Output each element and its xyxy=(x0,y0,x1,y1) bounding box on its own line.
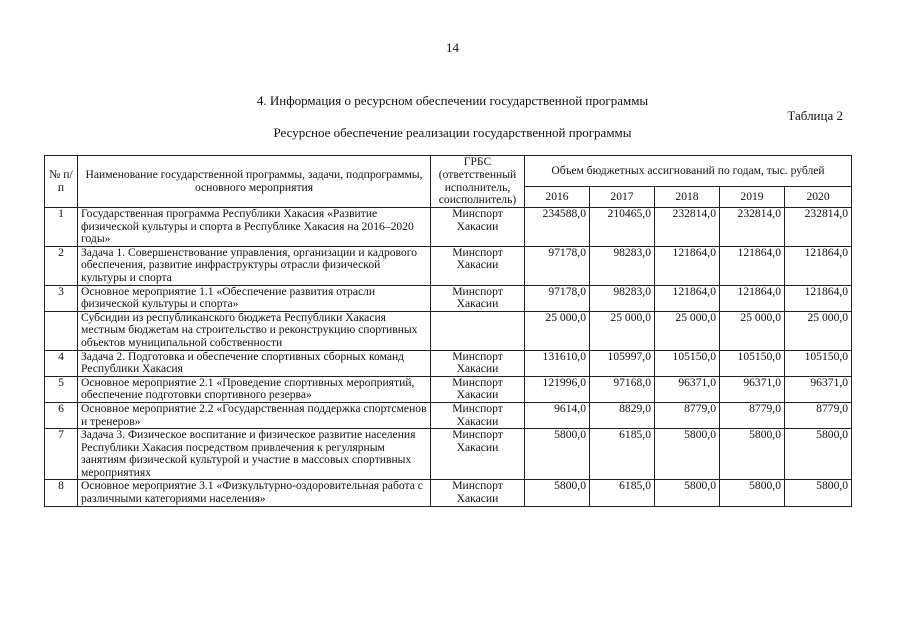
row-value-cell: 210465,0 xyxy=(590,208,655,247)
row-value-cell: 98283,0 xyxy=(590,246,655,285)
column-header-num: № п/п xyxy=(45,156,78,208)
row-value-cell: 5800,0 xyxy=(655,429,720,480)
row-value-cell: 25 000,0 xyxy=(720,311,785,350)
resource-table xyxy=(44,155,852,507)
row-value-cell: 232814,0 xyxy=(720,208,785,247)
table-row xyxy=(45,246,852,285)
row-value-cell: 25 000,0 xyxy=(785,311,852,350)
row-number-cell: 3 xyxy=(45,285,78,311)
row-value-cell: 25 000,0 xyxy=(655,311,720,350)
row-grbs-cell: Минспорт Хакасии xyxy=(431,480,525,506)
row-value-cell: 121864,0 xyxy=(655,246,720,285)
table-title: Ресурсное обеспечение реализации государственной программы xyxy=(273,125,632,140)
row-value-cell: 97168,0 xyxy=(590,376,655,402)
page-number: 14 xyxy=(446,40,459,55)
row-value-cell: 8779,0 xyxy=(655,402,720,428)
row-value-cell: 6185,0 xyxy=(590,429,655,480)
table-row xyxy=(45,350,852,376)
row-value-cell: 121864,0 xyxy=(655,285,720,311)
row-name-cell: Государственная программа Республики Хакасия «Развитие физической культуры и спорта в Республике Хакасия на 2016–2020 годы» xyxy=(78,208,431,247)
row-value-cell: 105150,0 xyxy=(655,350,720,376)
column-header-year: 2019 xyxy=(720,187,785,208)
row-value-cell: 5800,0 xyxy=(525,429,590,480)
row-grbs-cell xyxy=(431,311,525,350)
row-value-cell: 96371,0 xyxy=(655,376,720,402)
row-value-cell: 25 000,0 xyxy=(590,311,655,350)
row-value-cell: 8829,0 xyxy=(590,402,655,428)
row-value-cell: 8779,0 xyxy=(720,402,785,428)
row-name-cell: Основное мероприятие 3.1 «Физкультурно-оздоровительная работа с различными категориями населения» xyxy=(78,480,431,506)
row-number-cell: 5 xyxy=(45,376,78,402)
table-row xyxy=(45,285,852,311)
row-name-cell: Субсидии из республиканского бюджета Республики Хакасия местным бюджетам на строительство и реконструкцию спортивных объектов муниципальной собственности xyxy=(78,311,431,350)
row-value-cell: 131610,0 xyxy=(525,350,590,376)
row-name-cell: Основное мероприятие 2.2 «Государственная поддержка спортсменов и тренеров» xyxy=(78,402,431,428)
table-row xyxy=(45,429,852,480)
row-number-cell: 1 xyxy=(45,208,78,247)
row-grbs-cell: Минспорт Хакасии xyxy=(431,285,525,311)
table-row xyxy=(45,208,852,247)
row-value-cell: 232814,0 xyxy=(655,208,720,247)
column-header-budget: Объем бюджетных ассигнований по годам, тыс. рублей xyxy=(525,156,852,187)
row-number-cell: 2 xyxy=(45,246,78,285)
row-name-cell: Основное мероприятие 2.1 «Проведение спортивных мероприятий, обеспечение подготовки спортивного резерва» xyxy=(78,376,431,402)
column-header-year: 2020 xyxy=(785,187,852,208)
row-value-cell: 9614,0 xyxy=(525,402,590,428)
row-value-cell: 234588,0 xyxy=(525,208,590,247)
row-number-cell xyxy=(45,311,78,350)
table-row xyxy=(45,402,852,428)
table-label: Таблица 2 xyxy=(787,108,843,123)
row-grbs-cell: Минспорт Хакасии xyxy=(431,402,525,428)
row-value-cell: 8779,0 xyxy=(785,402,852,428)
section-heading: 4. Информация о ресурсном обеспечении государственной программы xyxy=(256,93,649,108)
row-number-cell: 7 xyxy=(45,429,78,480)
row-grbs-cell: Минспорт Хакасии xyxy=(431,376,525,402)
column-header-year: 2018 xyxy=(655,187,720,208)
table-row xyxy=(45,480,852,506)
row-value-cell: 105150,0 xyxy=(785,350,852,376)
row-grbs-cell: Минспорт Хакасии xyxy=(431,208,525,247)
row-value-cell: 25 000,0 xyxy=(525,311,590,350)
row-value-cell: 5800,0 xyxy=(785,429,852,480)
row-value-cell: 121864,0 xyxy=(785,285,852,311)
row-value-cell: 105150,0 xyxy=(720,350,785,376)
row-value-cell: 5800,0 xyxy=(785,480,852,506)
column-header-year: 2017 xyxy=(590,187,655,208)
row-value-cell: 5800,0 xyxy=(720,480,785,506)
row-value-cell: 98283,0 xyxy=(590,285,655,311)
row-value-cell: 96371,0 xyxy=(785,376,852,402)
row-value-cell: 96371,0 xyxy=(720,376,785,402)
row-value-cell: 121996,0 xyxy=(525,376,590,402)
row-name-cell: Основное мероприятие 1.1 «Обеспечение развития отрасли физической культуры и спорта» xyxy=(78,285,431,311)
row-value-cell: 121864,0 xyxy=(720,285,785,311)
column-header-year: 2016 xyxy=(525,187,590,208)
row-value-cell: 5800,0 xyxy=(720,429,785,480)
row-value-cell: 97178,0 xyxy=(525,285,590,311)
row-value-cell: 6185,0 xyxy=(590,480,655,506)
row-number-cell: 6 xyxy=(45,402,78,428)
row-name-cell: Задача 1. Совершенствование управления, организации и кадрового обеспечения, развитие инфраструктуры отрасли физической культуры и спорта xyxy=(78,246,431,285)
column-header-name: Наименование государственной программы, задачи, подпрограммы, основного мероприятия xyxy=(78,156,431,208)
table-body xyxy=(45,208,852,507)
row-value-cell: 121864,0 xyxy=(720,246,785,285)
row-name-cell: Задача 2. Подготовка и обеспечение спортивных сборных команд Республики Хакасия xyxy=(78,350,431,376)
row-grbs-cell: Минспорт Хакасии xyxy=(431,429,525,480)
row-grbs-cell: Минспорт Хакасии xyxy=(431,350,525,376)
row-value-cell: 97178,0 xyxy=(525,246,590,285)
row-value-cell: 121864,0 xyxy=(785,246,852,285)
row-value-cell: 105997,0 xyxy=(590,350,655,376)
table-row xyxy=(45,376,852,402)
row-value-cell: 232814,0 xyxy=(785,208,852,247)
row-number-cell: 4 xyxy=(45,350,78,376)
table-row xyxy=(45,311,852,350)
row-grbs-cell: Минспорт Хакасии xyxy=(431,246,525,285)
row-number-cell: 8 xyxy=(45,480,78,506)
row-value-cell: 5800,0 xyxy=(525,480,590,506)
row-value-cell: 5800,0 xyxy=(655,480,720,506)
column-header-grbs: ГРБС (ответственный исполнитель, соисполнитель) xyxy=(431,156,525,208)
row-name-cell: Задача 3. Физическое воспитание и физическое развитие населения Республики Хакасия посредством привлечения к регулярным занятиям физической культурой и участие в массовых спортивных мероприятиях xyxy=(78,429,431,480)
